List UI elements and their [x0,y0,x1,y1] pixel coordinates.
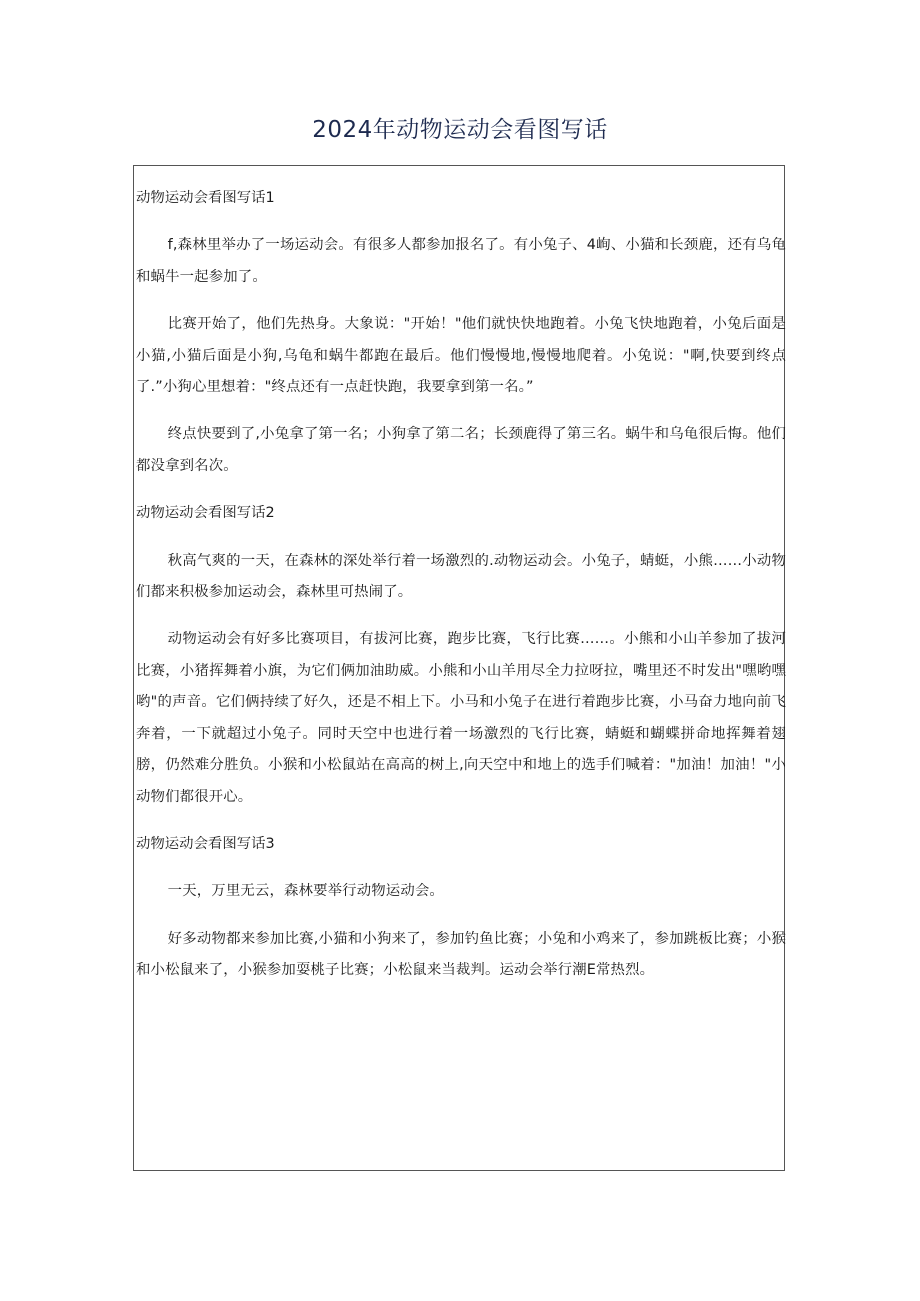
paragraph: 好多动物都来参加比赛,小猫和小狗来了，参加钓鱼比赛；小兔和小鸡来了，参加跳板比赛；小猴和小松鼠来了，小猴参加耍桃子比赛；小松鼠来当裁判。运动会举行潮E常热烈。 [136,930,786,979]
paragraph: f,森林里举办了一场运动会。有很多人都参加报名了。有小兔子、4峋、小猫和长颈鹿，还有乌龟和蜗牛一起参加了。 [136,237,786,285]
paragraph: 秋高气爽的一天，在森林的深处举行着一场激烈的.动物运动会。小兔子，蜻蜓，小熊……小动物们都来积极参加运动会，森林里可热闹了。 [136,552,786,601]
section-heading: 动物运动会看图写话3 [136,835,275,852]
paragraph: 比赛开始了，他们先热身。大象说："开始！"他们就快快地跑着。小兔飞快地跑着，小兔后面是小猫,小猫后面是小狗,乌龟和蜗牛都跑在最后。他们慢慢地,慢慢地爬着。小兔说："啊,快要到终点了.”小狗心里想着："终点还有一点赶快跑，我要拿到第一名。” [136,316,786,396]
paragraph: 一天，万里无云，森林要举行动物运动会。 [167,883,444,900]
paragraph: 终点快要到了,小兔拿了第一名；小狗拿了第二名；长颈鹿得了第三名。蜗牛和乌龟很后悔。他们都没拿到名次。 [136,426,786,474]
paragraph: 动物运动会有好多比赛项目，有拔河比赛，跑步比赛，飞行比赛……。小熊和小山羊参加了拔河比赛，小猪挥舞着小旗，为它们俩加油助威。小熊和小山羊用尽全力拉呀拉，嘴里还不时发出"嘿哟嘿哟"的声音。它们俩持续了好久，还是不相上下。小马和小兔子在进行着跑步比赛，小马奋力地向前飞奔着，一下就超过小兔子。同时天空中也进行着一场激烈的飞行比赛，蜻蜓和蝴蝶拼命地挥舞着翅膀，仍然难分胜负。小猴和小松鼠站在高高的树上,向天空中和地上的选手们喊着："加油！加油！"小动物们都很开心。 [136,631,786,805]
section-heading: 动物运动会看图写话2 [136,505,275,522]
document-title: 2024年动物运动会看图写话 [312,117,608,143]
section-heading: 动物运动会看图写话1 [136,190,275,206]
document-body [136,183,786,987]
